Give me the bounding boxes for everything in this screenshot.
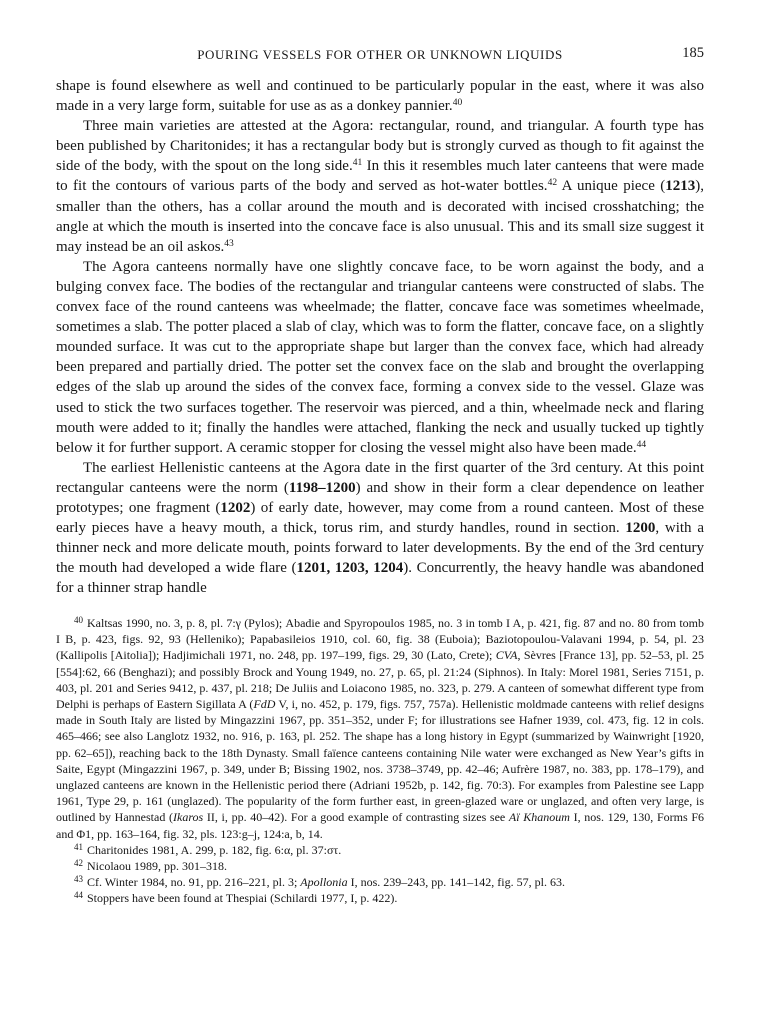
italic-title: FdD [253,697,276,712]
italic-title: Apollonia [300,875,348,890]
paragraph [56,458,704,599]
text-run: V, i, no. 452, p. 179, figs. 757, 757a). Hellenistic moldmade canteens with relief designs made in South Italy are listed by Mingazzini 1967, pp. 351–352, under F; for illustrations see Hafner 1939, col. 473, fig. 12 in cols. 465–466; see also Langlotz 1932, no. 916, p. 163, pl. 252. The shape has a long history in Egypt (summarized by Wainwright [1920, pp. 62–65]), reaching back to the 18th Dynasty. Small faïence canteens containing Nile water were exchanged as New Year’s gifts in Saite, Egypt (Mingazzini 1967, p. 349, under B; Bissing 1902, nos. 3738–3749, pp. 42–46; Aufrère 1987, no. 383, pp. 178–179), and unglazed canteens are known in the Hellenistic period there (Adriani 1952b, p. 142, fig. 70:3). For examples from Palestine see Lapp 1961, Type 29, p. 161 (unglazed). The popularity of the form further east, in green-glazed ware or unglazed, and often very large, is outlined by Hannestad ( [56,697,705,825]
text-run: II, i, pp. 40–42). For a good example of contrasting sizes see [203,810,509,825]
footnote-ref: 43 [224,238,234,249]
text-run: A unique piece ( [557,178,666,195]
main-text [56,76,704,598]
footnote-marker: 41 [74,841,83,852]
footnote [56,874,704,890]
running-head: POURING VESSELS FOR OTHER OR UNKNOWN LIQUIDS [197,47,563,62]
text-run: In this it resembles much later canteens that were made to fit the contours of various parts of the body and served as hot-water bottles. [56,158,704,195]
catalogue-number: 1198–1200 [288,479,356,496]
text-run: shape is found elsewhere as well and continued to be particularly popular in the east, where it was also made in a very large form, suitable for use as as a donkey pannier. [56,78,704,115]
text-run: The Agora canteens normally have one slightly concave face, to be worn against the body, and a bulging convex face. The bodies of the rectangular and triangular canteens were constructed of slabs. The convex face of the round canteens was wheelmade; the flatter, concave face was sometimes wheelmade, sometimes a slab. The potter placed a slab of clay, which was to form the flatter, concave face, on a slightly mounded surface. It was cut to the appropriate shape but larger than the convex face, which had already been prepared and partially dried. The potter set the convex face on the slab and brought the overlapping edges of the slab up around the sides of the convex face, forming a convex side to the vessel. Glaze was used to stick the two surfaces together. The reservoir was pierced, and a thin, wheelmade neck and flaring mouth were added to it; finally the handles were attached, flanking the neck and usually tucked up tightly below it for further support. A ceramic stopper for closing the vessel might also have been made. [56,258,704,456]
footnote-marker: 43 [74,874,83,885]
footnote [56,858,704,874]
footnote-ref: 42 [547,178,558,189]
catalogue-number: 1213 [665,178,696,195]
footnote-ref: 41 [352,158,363,169]
footnote-ref: 44 [636,439,647,450]
text-run: , with a thinner neck and more delicate mouth, points forward to later developments. By the end of the 3rd century the mouth had developed a wide flare ( [56,520,704,577]
paragraph [56,116,704,257]
text-run: The earliest Hellenistic canteens at the Agora date in the first quarter of the 3rd century. At this point rectangular canteens were the norm ( [56,459,704,496]
text-run: ) of early date, however, may come from a round canteen. Most of these early pieces have a heavy mouth, a thick, torus rim, and sturdy handles, round in section. [56,499,704,537]
text-run: I, nos. 129, 130, Forms F6 and Φ1, pp. 163–164, fig. 32, pls. 123:g–j, 124:a, b, 14. [56,810,704,841]
text-run: Charitonides 1981, A. 299, p. 182, fig. 6:α, pl. 37:στ. [87,842,342,857]
footnote [56,615,704,842]
footnotes [56,615,704,907]
text-run: ) and show in their form a clear dependence on leather prototypes; one fragment ( [56,479,704,516]
text-run: ). Concurrently, the heavy handle was abandoned for a thinner strap handle [56,560,705,597]
footnote-marker: 42 [74,858,83,869]
page-number: 185 [682,45,704,61]
catalogue-number: 1200 [625,520,656,537]
footnote-marker: 44 [74,890,83,901]
paragraph [56,76,704,116]
footnote-ref: 40 [452,98,463,109]
text-run: I, nos. 239–243, pp. 141–142, fig. 57, pl. 63. [347,875,565,890]
footnote [56,842,704,858]
text-run: Three main varieties are attested at the Agora: rectangular, round, and triangular. A fourth type has been published by Charitonides; it has a rectangular body but is strongly curved as though to fit against the side of the body, with the spout on the long side. [56,118,704,175]
italic-title: Ikaros [173,810,204,825]
text-run: Nicolaou 1989, pp. 301–318. [87,859,227,874]
paragraph [56,257,704,458]
text-run: ), smaller than the others, has a collar around the mouth and is decorated with incised crosshatching; the angle at which the mouth is inserted into the concave face is also unusual. This and its small size suggest it may instead be an oil askos. [56,178,704,255]
page-header [56,45,704,67]
text-run: , Sèvres [France 13], pp. 52–53, pl. 25 [554]:62, 66 (Benghazi); and possibly Brock and Young 1949, no. 27, p. 65, pl. 21:24 (Siphnos). In Italy: Morel 1981, Series 7151, p. 403, pl. 201 and Series 9412, p. 437, pl. 218; De Juliis and Loiacono 1985, no. 323, p. 279. A canteen of somewhat different type from Delphi is perhaps of Eastern Sigillata A ( [56,648,704,712]
text-run: Cf. Winter 1984, no. 91, pp. 216–221, pl. 3; [87,875,301,890]
catalogue-number: 1201, 1203, 1204 [296,560,404,577]
footnote [56,890,704,906]
text-run: Stoppers have been found at Thespiai (Schilardi 1977, I, p. 422). [87,891,398,906]
catalogue-number: 1202 [220,499,251,516]
italic-title: Aï Khanoum [508,810,570,825]
text-run: Kaltsas 1990, no. 3, p. 8, pl. 7:γ (Pylos); Abadie and Spyropoulos 1985, no. 3 in tomb I A, p. 421, fig. 87 and no. 80 from tomb I B, p. 423, figs. 92, 93 (Helleniko); Papabasileios 1910, col. 60, fig. 38 (Euboia); Baziotopoulou-Valavani 1994, p. 54, pl. 23 (Kallipolis [Aitolia]); Hadjimichali 1971, no. 248, pp. 197–199, figs. 29, 30 (Lato, Crete); [56,616,704,663]
footnote-marker: 40 [74,615,83,625]
italic-title: CVA [495,648,518,663]
